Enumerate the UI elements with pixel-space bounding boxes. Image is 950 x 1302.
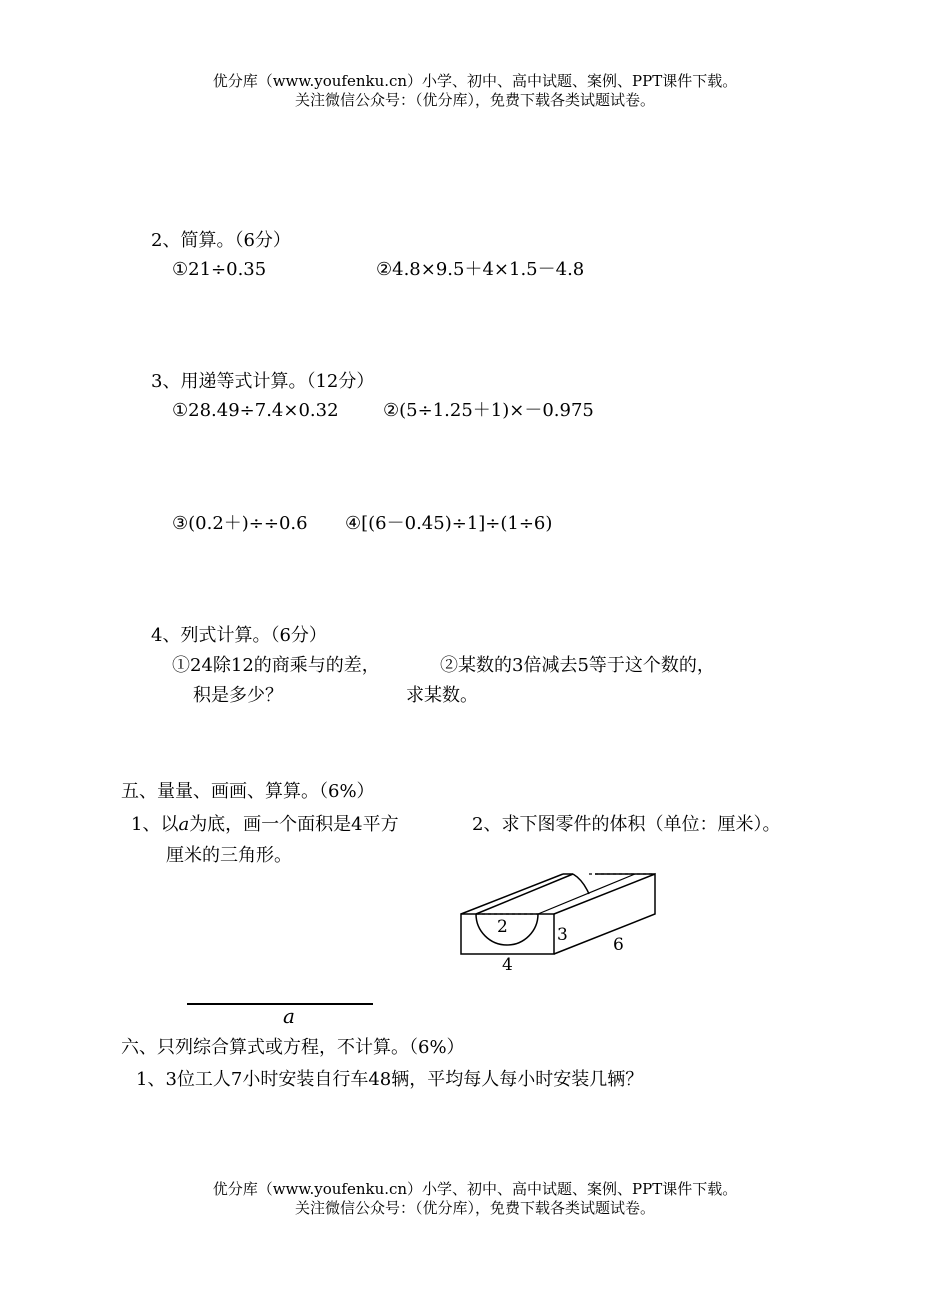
q2-item-a: ①21÷0.35 — [172, 259, 267, 280]
q2-item-b: ②4.8×9.5＋4×1.5－4.8 — [376, 259, 585, 280]
q3-item-d: ④[(6－0.45)÷1]÷(1÷6) — [345, 513, 553, 534]
footer-line-2: 关注微信公众号：（优分库），免费下载各类试题试卷。 — [294, 1199, 655, 1217]
footer-line-1: 优分库（www.youfenku.cn）小学、初中、高中试题、案例、PPT课件下载。 — [212, 1180, 738, 1198]
q4-title: 4、列式计算。（6分） — [151, 625, 327, 646]
segment-a-line — [187, 1003, 373, 1005]
section-6-title: 六、只列综合算式或方程，不计算。（6%） — [121, 1037, 465, 1058]
q3-title: 3、用递等式计算。（12分） — [151, 371, 375, 392]
label-width: 4 — [502, 955, 513, 975]
q2-title: 2、简算。（6分） — [151, 230, 291, 251]
header-line-2: 关注微信公众号：（优分库），免费下载各类试题试卷。 — [294, 91, 655, 109]
top-left-edge — [461, 874, 563, 914]
q3-item-b: ②(5÷1.25＋1)×－0.975 — [383, 400, 594, 421]
q3-item-a: ①28.49÷7.4×0.32 — [172, 400, 339, 421]
header-line-1: 优分库（www.youfenku.cn）小学、初中、高中试题、案例、PPT课件下载。 — [212, 72, 738, 90]
q4-item-b-line2: 求某数。 — [406, 685, 478, 706]
part-figure — [455, 866, 665, 976]
q4-item-a-line1: ①24除12的商乘与的差， — [172, 655, 380, 676]
label-length: 6 — [613, 935, 624, 955]
q4-item-b-line1: ②某数的3倍减去5等于这个数的， — [440, 655, 715, 676]
sec5-q2-text: 2、求下图零件的体积（单位：厘米）。 — [472, 814, 781, 835]
q3-item-c: ③(0.2＋)÷÷0.6 — [172, 513, 308, 534]
sec6-q1: 1、3位工人7小时安装自行车48辆，平均每人每小时安装几辆？ — [136, 1069, 644, 1090]
label-radius: 2 — [497, 917, 508, 937]
section-5-title: 五、量量、画画、算算。（6%） — [121, 781, 375, 802]
sec5-q1-line2: 厘米的三角形。 — [166, 845, 292, 866]
sec5-q1-line1: 1、以a为底，画一个面积是4平方 — [131, 814, 399, 835]
label-height: 3 — [557, 925, 568, 945]
segment-a-label: a — [283, 1004, 295, 1028]
q4-item-a-line2: 积是多少？ — [193, 685, 283, 706]
